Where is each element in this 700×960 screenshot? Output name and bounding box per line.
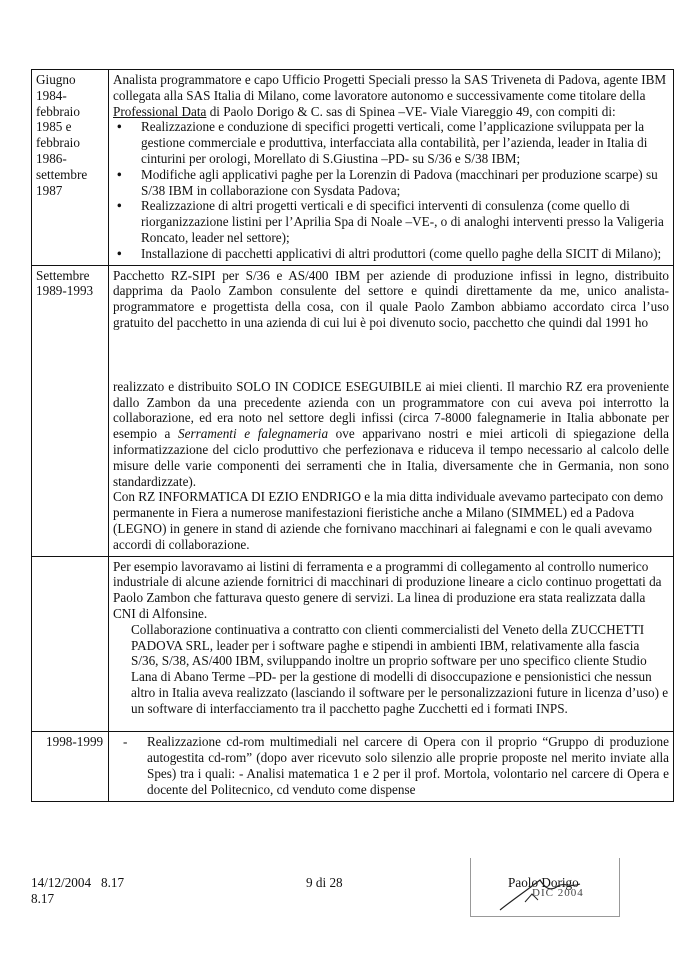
paragraph: Per esempio lavoravamo ai listini di ferramenta e a programmi di collegamento al controllo numerico industriale di alcune aziende fornitrici di macchinari di produzione lineare a ciclo continuo progettati da Paolo Zambon che fatturava questo genere di servizi. La linea di produzione era stata realizzata dalla CNI di Alfonsine. <box>113 558 662 621</box>
list-item: • Realizzazione di altri progetti verticali e di specifici interventi di consulenza (come quello di riorganizzazione listini per l’Aprilia Spa di Noale –VE-, o di analoghi interventi presso la Valigeria Roncato, leader nel settore); <box>113 198 669 245</box>
paragraph: Con RZ INFORMATICA DI EZIO ENDRIGO e la mia ditta individuale avevamo partecipato con demo permanente in Fiera a numerose manifestazioni fieristiche anche a Milano (SIMMEL) ed a Padova (LEGNO) in genere in stand di aziende che fornivano macchinari ai falegnami e con le quali avevamo accordi di collaborazione. <box>113 489 664 552</box>
table-row <box>32 556 674 732</box>
table-row <box>32 70 674 266</box>
intro-text-end: di Paolo Dorigo & C. sas di Spinea –VE- Viale Viareggio 49, con compiti di: <box>206 103 616 119</box>
list-item: • Installazione di pacchetti applicativi di altri produttori (come quello paghe della SICIT di Milano); <box>113 246 669 262</box>
paragraph <box>113 379 669 490</box>
list-item: • Modifiche agli applicativi paghe per la Lorenzin di Padova (macchinari per produzione scarpe) su S/38 IBM in collaborazione con Sysdata Padova; <box>113 167 669 199</box>
bullet-list <box>113 119 669 261</box>
dash-list <box>113 734 669 797</box>
footer-time: 8.17 <box>100 875 125 890</box>
blank-gap <box>113 331 669 379</box>
entry-date <box>32 556 109 732</box>
paragraph: Collaborazione continuativa a contratto con clienti commercialisti del Veneto della ZUCCHETTI PADOVA SRL, leader per i software paghe e stipendi in ambienti IBM, relativamente alla fascia S/36, S/38, AS/400 IBM, sviluppando inoltre un proprio software per uno specifico cliente Studio Lana di Abano Terme –PD- per la gestione di modelli di disoccupazione e pensionistici che nessun altro in Italia aveva realizzato (lasciando il software per le personalizzazioni future in licenza d’uso) e un software di interfacciamento tra il pacchetto paghe Zucchetti ed i formati INPS. <box>131 621 669 716</box>
paragraph-text-end: ove apparivano nostri e miei articoli di spiegazione della informatizzazione del ciclo produttivo che perfezionava e riduceva il tempo necessario al calcolo delle misure delle varie componenti dei serramenti che in Italia, diversamente che in Germania, non sono standardizzate). <box>113 426 670 489</box>
footer-date-text: 14/12/2004 <box>31 875 92 890</box>
entry-date: Giugno 1984-febbraio 1985 e febbraio 1986-settembre 1987 <box>32 70 109 266</box>
company-name: Professional Data <box>113 103 207 119</box>
intro-text: Analista programmatore e capo Ufficio Progetti Speciali presso la SAS Triveneta di Padova, agente IBM collegata alla SAS Italia di Milano, come lavoratore autonomo e successivamente come titolare della <box>113 72 667 103</box>
page-number: 9 di 28 <box>306 875 343 890</box>
list-item: • Realizzazione e conduzione di specifici progetti verticali, come l’applicazione sviluppata per la gestione commerciale e produttiva, interfacciata alla contabilità, per l’azienda, leader in Italia di cinturini per orologi, Morellato di S.Giustina –PD- su S/36 e S/38 IBM; <box>113 119 669 166</box>
received-stamp <box>470 858 620 918</box>
entry-content <box>109 556 674 732</box>
stamp-date: DIC 2004 <box>532 887 584 899</box>
footer-time-2: 8.17 <box>31 890 55 906</box>
footer-author: Paolo Dorigo <box>508 875 579 890</box>
entry-date: Settembre 1989-1993 <box>32 265 109 556</box>
entry-content <box>109 732 674 801</box>
paragraph-text: realizzato e distribuito SOLO IN CODICE ESEGUIBILE ai miei clienti. Il marchio RZ era proveniente dallo Zambon da una precedente azienda con un programmatore con cui aveva poi interrotto la collaborazione, ed era noto nel settore degli infissi (circa 7-8000 falegnamerie in Italia abbonate per esempio a <box>113 378 669 442</box>
magazine-title: Serramenti e falegnameria <box>178 426 329 442</box>
entry-intro <box>113 72 669 119</box>
entry-content <box>109 265 674 556</box>
entry-content <box>109 70 674 266</box>
cv-table <box>31 69 674 802</box>
entry-date: 1998-1999 <box>32 732 109 801</box>
paragraph: Pacchetto RZ-SIPI per S/36 e AS/400 IBM per aziende di produzione infissi in legno, distribuito dapprima da Paolo Zambon consulente del settore e quindi direttamente da me, unico analista-programmatore e progettista della cosa, con il quale Paolo Zambon abbiamo accordato circa l’uso gratuito del pacchetto in una azienda di cui lui è poi divenuto socio, pacchetto che quindi dal 1991 ho <box>113 267 669 330</box>
footer-date <box>31 875 124 907</box>
table-row <box>32 732 674 801</box>
table-row <box>32 265 674 556</box>
list-item: - Realizzazione cd-rom multimediali nel carcere di Opera con il proprio “Gruppo di produzione autogestita cd-rom” (dopo aver ricevuto solo silenzio alle proprie proposte nel merito inviate alla Spes) tra i quali: - Analisi matematica 1 e 2 per il prof. Mortola, volontario nel carcere di Opera e docente del Politecnico, cd venduto come dispense <box>113 734 669 797</box>
